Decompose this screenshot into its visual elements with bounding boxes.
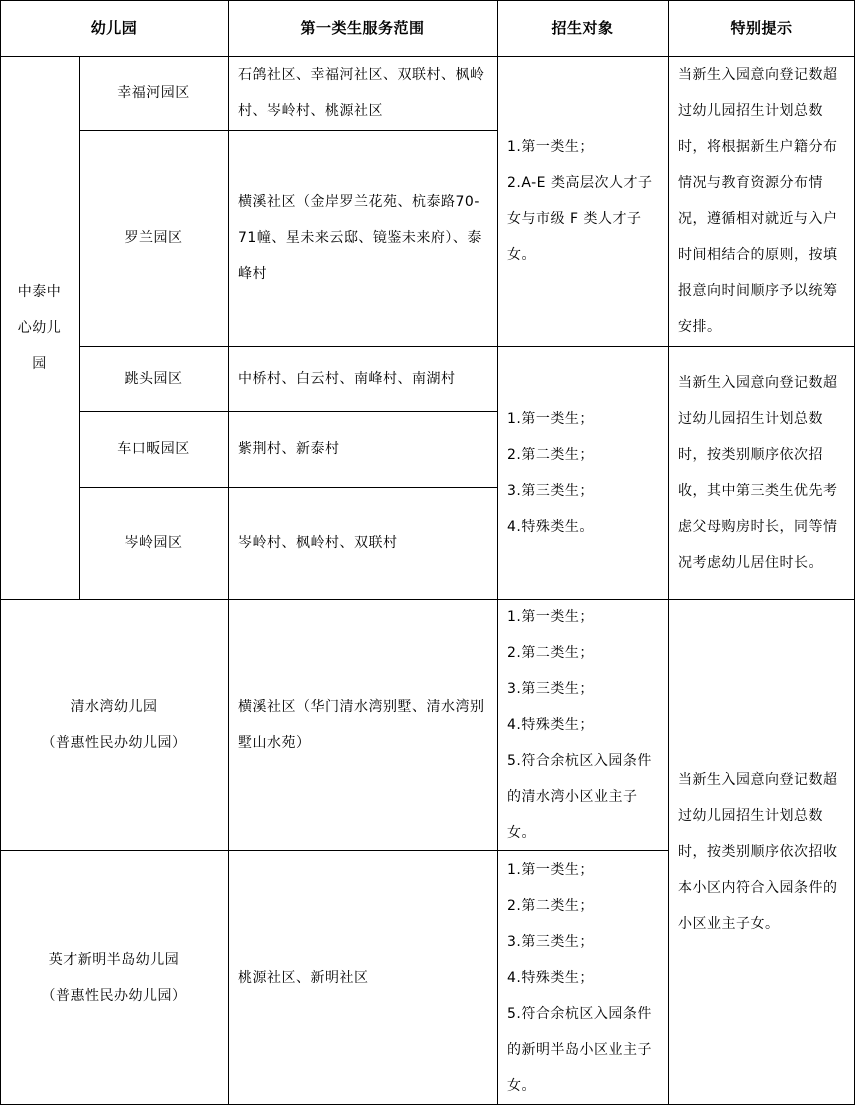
target-item: 2.A-E 类高层次人才子女与市级 F 类人才子女。 — [507, 175, 653, 263]
target-item: 1.第一类生； — [507, 139, 594, 155]
kindergarten-type: （普惠性民办幼儿园） — [41, 987, 187, 1004]
column-divider — [497, 0, 498, 1105]
campus-scope-text: 横溪社区（金岸罗兰花苑、杭泰路70-71幢、星未来云邸、镜鉴未来府）、泰峰村 — [238, 194, 482, 282]
target-item: 3.第三类生； — [507, 482, 594, 499]
scope-text: 桃源社区、新明社区 — [238, 969, 369, 986]
header-kindergarten: 幼儿园 — [90, 19, 138, 37]
campus-scope — [228, 56, 497, 130]
target-item: 4.特殊类生。 — [507, 518, 594, 535]
header-service-scope: 第一类生服务范围 — [300, 19, 425, 37]
column-divider — [228, 0, 229, 1105]
campus-scope — [228, 130, 497, 346]
special-note — [668, 56, 855, 346]
campus-scope — [228, 346, 497, 411]
scope-text: 横溪社区（华门清水湾别墅、清水湾别墅山水苑） — [238, 698, 485, 751]
row-divider — [79, 130, 497, 131]
qingshuiwan-scope — [228, 599, 497, 850]
yingcai-name — [0, 850, 228, 1105]
target-item: 5.符合余杭区入园条件的新明半岛小区业主子女。 — [507, 1005, 652, 1094]
row-divider — [79, 411, 497, 412]
campus-name: 罗兰园区 — [124, 230, 183, 246]
campus-scope-text: 中桥村、白云村、南峰村、南湖村 — [238, 370, 456, 387]
special-note-text: 当新生入园意向登记数超过幼儿园招生计划总数时，按类别顺序依次招收，其中第三类生优先考虑父母购房时长，同等情况考虑幼儿居住时长。 — [678, 374, 838, 571]
zhongtai-name-line: 心幼儿 — [17, 319, 62, 336]
enrollment-targets — [497, 56, 668, 346]
target-item: 3.第三类生； — [507, 680, 594, 697]
target-item: 4.特殊类生； — [507, 969, 594, 986]
target-item: 1.第一类生； — [507, 410, 594, 427]
target-item: 4.特殊类生； — [507, 716, 594, 733]
target-item: 2.第二类生； — [507, 644, 594, 661]
row-divider — [79, 487, 497, 488]
kindergarten-name: 英才新明半岛幼儿园 — [48, 951, 180, 968]
qingshuiwan-name — [0, 599, 228, 850]
column-divider — [79, 56, 80, 599]
campus-name: 车口畈园区 — [117, 441, 190, 457]
target-item: 2.第二类生； — [507, 446, 594, 463]
campus-scope — [228, 487, 497, 599]
row-divider — [0, 56, 855, 57]
enrollment-targets — [497, 850, 668, 1105]
campus-scope-text: 岑岭村、枫岭村、双联村 — [238, 535, 398, 551]
campus-scope — [228, 411, 497, 487]
column-divider — [668, 0, 669, 1105]
campus-scope-text: 紫荆村、新泰村 — [238, 441, 340, 457]
yingcai-scope — [228, 850, 497, 1105]
campus-scope-text: 石鸽社区、幸福河社区、双联村、枫岭村、岑岭村、桃源社区 — [238, 67, 485, 119]
campus-name: 跳头园区 — [124, 370, 183, 387]
header-enrollment-targets: 招生对象 — [551, 19, 614, 37]
header-special-note: 特别提示 — [730, 19, 793, 37]
kindergarten-name: 清水湾幼儿园 — [70, 698, 158, 715]
special-note — [668, 599, 855, 1105]
special-note — [668, 346, 855, 599]
target-item: 2.第二类生； — [507, 897, 594, 914]
row-divider — [0, 599, 855, 600]
special-note-text: 当新生入园意向登记数超过幼儿园招生计划总数时，按类别顺序依次招收本小区内符合入园条件的小区业主子女。 — [678, 772, 838, 932]
enrollment-targets — [497, 346, 668, 599]
zhongtai-name-line: 园 — [32, 355, 47, 372]
target-item: 5.符合余杭区入园条件的清水湾小区业主子女。 — [507, 752, 652, 841]
row-divider — [0, 850, 668, 851]
row-divider — [79, 346, 855, 347]
target-item: 1.第一类生； — [507, 608, 594, 625]
zhongtai-name — [0, 56, 79, 599]
kindergarten-type: （普惠性民办幼儿园） — [41, 734, 187, 751]
table-border — [0, 0, 855, 1]
zhongtai-name-line: 中泰中 — [17, 283, 62, 300]
target-item: 1.第一类生； — [507, 861, 594, 878]
target-item: 3.第三类生； — [507, 933, 594, 950]
campus-name: 岑岭园区 — [124, 535, 183, 551]
table-border — [0, 0, 1, 1105]
special-note-text: 当新生入园意向登记数超过幼儿园招生计划总数时，将根据新生户籍分布情况与教育资源分布情况，遵循相对就近与入户时间相结合的原则，按填报意向时间顺序予以统筹安排。 — [678, 67, 838, 335]
enrollment-targets — [497, 599, 668, 850]
campus-name: 幸福河园区 — [117, 85, 190, 101]
